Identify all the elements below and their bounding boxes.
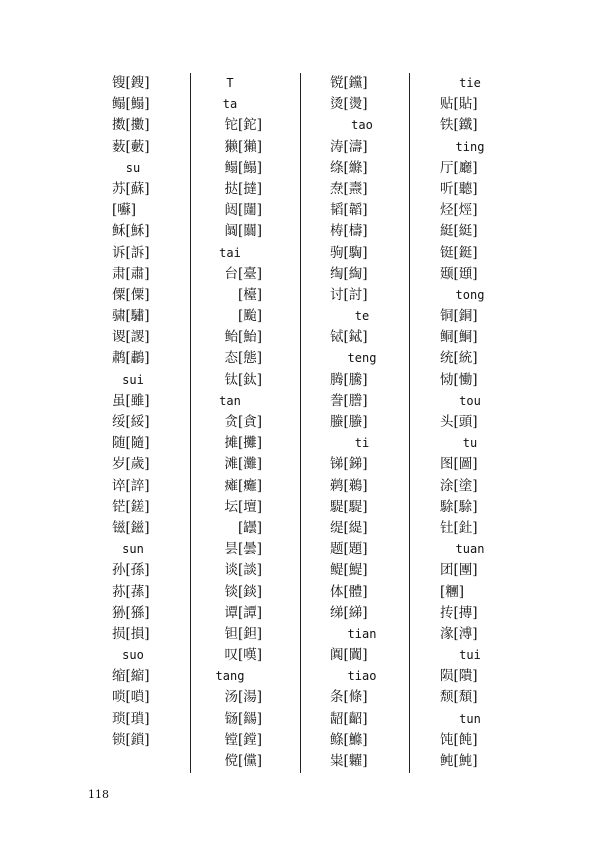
pinyin-heading: tong bbox=[455, 287, 485, 302]
character-entry: 傥[儻] bbox=[224, 753, 262, 769]
character-entry: 锼[鎪] bbox=[112, 75, 150, 91]
character-entry: 贪[貪] bbox=[224, 414, 262, 430]
character-entry: 駼[駼] bbox=[440, 498, 478, 515]
page-number: 118 bbox=[88, 788, 109, 801]
character-entry: 湪[溥] bbox=[440, 625, 478, 642]
character-entry: 陨[隤] bbox=[440, 668, 478, 685]
character-entry: 头[頭] bbox=[440, 414, 478, 430]
column-2 bbox=[200, 73, 262, 772]
character-entry: [囌] bbox=[112, 202, 137, 219]
character-entry: 荪[蓀] bbox=[112, 583, 150, 600]
character-entry: 谡[謖] bbox=[112, 329, 150, 346]
character-entry: 团[團] bbox=[440, 562, 478, 579]
character-entry: 阗[闐] bbox=[330, 647, 368, 664]
character-entry: 粜[糶] bbox=[330, 753, 368, 769]
character-entry: 琐[瑣] bbox=[112, 710, 150, 727]
character-entry: 恸[慟] bbox=[440, 371, 478, 388]
character-entry: 涂[塗] bbox=[440, 477, 478, 494]
character-entry: 薮[藪] bbox=[112, 138, 150, 155]
pinyin-heading: teng bbox=[347, 351, 377, 366]
character-entry: 诉[訴] bbox=[112, 244, 150, 261]
character-entry: 条[條] bbox=[330, 689, 368, 706]
character-entry: 昙[曇] bbox=[224, 541, 262, 558]
character-entry: 态[態] bbox=[224, 350, 262, 367]
character-entry: 烃[烴] bbox=[440, 202, 478, 219]
pinyin-heading: suo bbox=[122, 648, 144, 663]
character-entry: 腾[騰] bbox=[330, 371, 368, 388]
character-entry: 鹔[鷫] bbox=[112, 350, 150, 367]
character-entry: 抟[摶] bbox=[440, 604, 478, 621]
character-entry: 锑[銻] bbox=[330, 456, 368, 473]
character-entry: 鲐[鮐] bbox=[224, 329, 262, 346]
character-entry: 狲[猻] bbox=[112, 604, 150, 621]
character-entry: 锁[鎖] bbox=[112, 731, 150, 748]
character-entry: 铁[鐵] bbox=[440, 117, 478, 134]
pinyin-heading: sun bbox=[122, 542, 144, 557]
character-entry: 钛[鈦] bbox=[224, 371, 262, 388]
column-4 bbox=[440, 73, 510, 772]
character-entry: 谈[談] bbox=[224, 562, 262, 579]
character-entry: 谭[譚] bbox=[224, 604, 262, 621]
character-entry: 肃[肅] bbox=[112, 265, 150, 282]
character-entry: 鳀[鯷] bbox=[330, 562, 368, 579]
character-entry: 岁[歲] bbox=[112, 456, 150, 473]
pinyin-heading: te bbox=[354, 309, 370, 324]
character-entry: 镃[鎡] bbox=[112, 519, 150, 536]
pinyin-heading: tian bbox=[347, 626, 377, 641]
pinyin-heading: ti bbox=[354, 436, 370, 451]
character-entry: 孙[孫] bbox=[112, 562, 150, 579]
character-entry: 铤[鋌] bbox=[440, 244, 478, 261]
character-entry: 绥[綏] bbox=[112, 414, 150, 430]
pinyin-heading: tan bbox=[219, 393, 241, 408]
character-entry: 绨[綈] bbox=[330, 604, 368, 621]
character-entry: 叹[嘆] bbox=[224, 647, 262, 664]
character-entry: 缇[緹] bbox=[330, 519, 368, 536]
character-entry: [颱] bbox=[237, 308, 262, 325]
character-entry: 烫[燙] bbox=[330, 96, 368, 113]
character-entry: 坛[壇] bbox=[224, 498, 262, 515]
pinyin-heading: su bbox=[125, 160, 141, 175]
character-entry: 骕[驌] bbox=[112, 308, 150, 325]
pinyin-heading: tun bbox=[459, 711, 481, 726]
character-entry: 颋[頲] bbox=[440, 265, 478, 282]
character-entry: 绦[縧] bbox=[330, 159, 368, 176]
character-entry: 镗[鏜] bbox=[224, 731, 262, 748]
character-entry: 镋[钂] bbox=[330, 75, 368, 91]
character-entry: 龆[齠] bbox=[330, 710, 368, 727]
character-entry: 瘫[癱] bbox=[224, 477, 262, 494]
pinyin-heading: T bbox=[226, 76, 234, 90]
character-entry: 听[聽] bbox=[440, 180, 478, 197]
character-entry: 苏[蘇] bbox=[112, 180, 150, 197]
character-entry: 唢[嗩] bbox=[112, 689, 150, 706]
character-entry: 僳[僳] bbox=[112, 286, 150, 303]
character-entry: 挞[撻] bbox=[224, 180, 262, 197]
character-entry: 鲀[魨] bbox=[440, 753, 478, 769]
pinyin-heading: tiao bbox=[347, 669, 377, 684]
pinyin-heading: ta bbox=[222, 97, 238, 112]
pinyin-heading: tuan bbox=[455, 542, 485, 557]
character-entry: 颓[頹] bbox=[440, 689, 478, 706]
pinyin-heading: tou bbox=[459, 393, 481, 408]
character-entry: 损[損] bbox=[112, 625, 150, 642]
character-entry: 滩[灘] bbox=[224, 456, 262, 473]
character-entry: 涛[濤] bbox=[330, 138, 368, 155]
character-entry: 台[臺] bbox=[224, 265, 262, 282]
pinyin-heading: tie bbox=[459, 76, 481, 90]
character-entry: 贴[貼] bbox=[440, 96, 478, 113]
character-entry: 汤[湯] bbox=[224, 689, 262, 706]
character-entry: 誊[謄] bbox=[330, 392, 368, 409]
pinyin-heading: tai bbox=[219, 245, 241, 260]
character-entry: 虽[雖] bbox=[112, 392, 150, 409]
character-entry: 题[題] bbox=[330, 541, 368, 558]
character-entry: 阘[闒] bbox=[224, 223, 262, 240]
character-entry: 讨[討] bbox=[330, 286, 368, 303]
column-divider bbox=[300, 73, 301, 773]
character-entry: 摊[攤] bbox=[224, 435, 262, 452]
character-entry: 钍[釷] bbox=[440, 519, 478, 536]
character-entry: 饨[飩] bbox=[440, 731, 478, 748]
character-entry: 螣[螣] bbox=[330, 414, 368, 430]
pinyin-heading: tu bbox=[462, 436, 478, 451]
character-entry: 鳎[鰨] bbox=[224, 159, 262, 176]
character-entry: [糰] bbox=[440, 583, 465, 600]
character-entry: 随[隨] bbox=[112, 435, 150, 452]
character-entry: 缩[縮] bbox=[112, 668, 150, 685]
pinyin-heading: ting bbox=[455, 139, 485, 154]
character-entry: 韬[韜] bbox=[330, 202, 368, 219]
character-entry: 驹[騊] bbox=[330, 244, 368, 261]
character-entry: 铊[鉈] bbox=[224, 117, 262, 134]
character-entry: 谇[誶] bbox=[112, 477, 150, 494]
character-entry: 稣[穌] bbox=[112, 223, 150, 240]
character-entry: 鲦[鰷] bbox=[330, 731, 368, 748]
character-entry: 闼[闥] bbox=[224, 202, 262, 219]
character-entry: 统[統] bbox=[440, 350, 478, 367]
character-entry: 锬[錟] bbox=[224, 583, 262, 600]
character-entry: 焘[燾] bbox=[330, 180, 368, 197]
character-entry: 騠[騠] bbox=[330, 498, 368, 515]
character-entry: 鹈[鵜] bbox=[330, 477, 368, 494]
character-entry: 擞[擻] bbox=[112, 117, 150, 134]
character-entry: 图[圖] bbox=[440, 456, 478, 473]
pinyin-heading: tui bbox=[459, 648, 481, 663]
pinyin-heading: tao bbox=[351, 118, 373, 133]
character-entry: 厅[廳] bbox=[440, 159, 478, 176]
pinyin-heading: sui bbox=[122, 372, 144, 387]
character-entry: 鲖[鮦] bbox=[440, 329, 478, 346]
character-entry: 铓[鎈] bbox=[112, 498, 150, 515]
character-entry: 铽[鋱] bbox=[330, 329, 368, 346]
column-3 bbox=[330, 73, 400, 772]
character-entry: 鳎[鰨] bbox=[112, 96, 150, 113]
character-entry: 铴[鐋] bbox=[224, 710, 262, 727]
column-divider bbox=[409, 73, 410, 773]
character-entry: 铜[銅] bbox=[440, 308, 478, 325]
character-entry: 绹[綯] bbox=[330, 265, 368, 282]
character-entry: 梼[檮] bbox=[330, 223, 368, 240]
character-entry: 钽[鉭] bbox=[224, 625, 262, 642]
pinyin-heading: tang bbox=[215, 669, 245, 684]
character-entry: 体[體] bbox=[330, 583, 368, 600]
character-entry: [檯] bbox=[237, 286, 262, 303]
character-entry: [罎] bbox=[237, 519, 262, 536]
character-entry: 綎[綎] bbox=[440, 223, 478, 240]
character-entry: 獭[獺] bbox=[224, 138, 262, 155]
